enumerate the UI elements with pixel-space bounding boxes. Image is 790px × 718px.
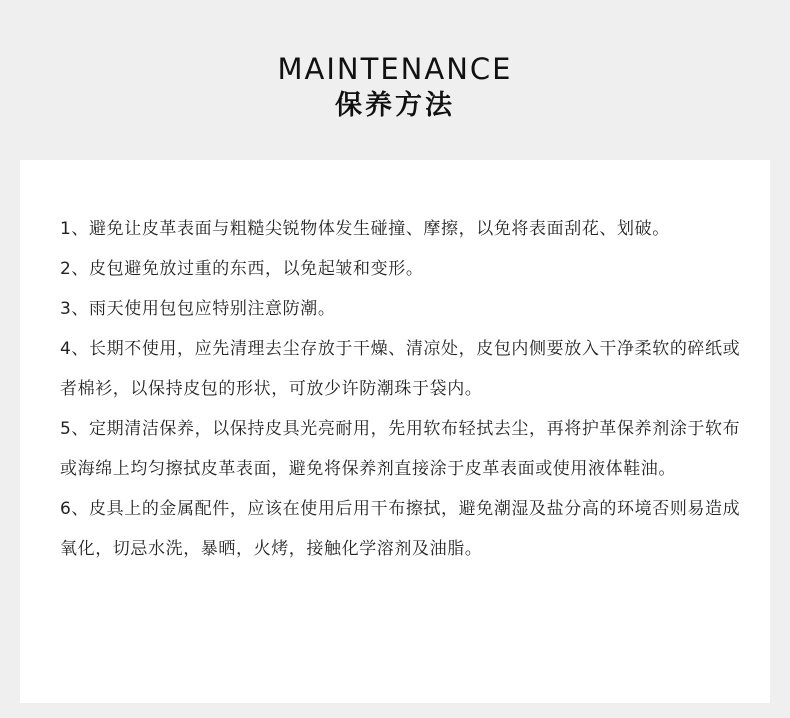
maintenance-item-4: 4、长期不使用，应先清理去尘存放于干燥、清凉处，皮包内侧要放入干净柔软的碎纸或者棉衫，以保持皮包的形状，可放少许防潮珠于袋内。 [60,339,741,399]
maintenance-list [60,209,750,569]
title-english: MAINTENANCE [277,52,513,86]
maintenance-item-5: 5、定期清洁保养，以保持皮具光亮耐用，先用软布轻拭去尘，再将护革保养剂涂于软布或海绵上均匀擦拭皮革表面，避免将保养剂直接涂于皮革表面或使用液体鞋油。 [60,419,741,479]
page-header [0,0,790,160]
maintenance-item-3: 3、雨天使用包包应特别注意防潮。 [60,299,336,319]
maintenance-item-1: 1、避免让皮革表面与粗糙尖锐物体发生碰撞、摩擦，以免将表面刮花、划破。 [60,219,670,239]
maintenance-item-6: 6、皮具上的金属配件，应该在使用后用干布擦拭，避免潮湿及盐分高的环境否则易造成氧化，切忌水洗，暴晒，火烤，接触化学溶剂及油脂。 [60,499,741,559]
maintenance-card [20,160,770,703]
maintenance-item-2: 2、皮包避免放过重的东西，以免起皱和变形。 [60,259,424,279]
title-chinese: 保养方法 [335,90,455,121]
